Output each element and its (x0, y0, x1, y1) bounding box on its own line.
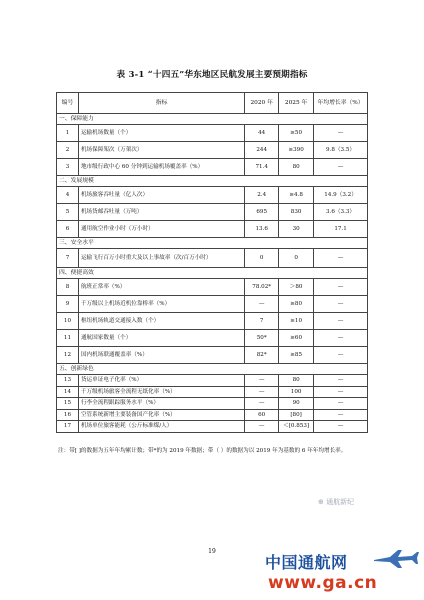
cell-num: 12 (57, 347, 79, 364)
cell-growth: — (314, 279, 368, 296)
header-2020: 2020 年 (245, 93, 279, 114)
cell-num: 10 (57, 313, 79, 330)
indicators-table (56, 92, 368, 433)
cell-2025: 80 (279, 375, 314, 387)
cell-2020: 2.4 (245, 187, 279, 204)
cell-indicator: 枢纽机场轨道交通接入数（个） (78, 313, 244, 330)
cell-2020: 60 (245, 409, 279, 421)
cell-2020: — (245, 398, 279, 410)
cell-2020: 13.6 (245, 221, 279, 238)
cell-growth: — (314, 159, 368, 176)
cell-indicator: 通航国家数量（个） (78, 330, 244, 347)
cell-num: 3 (57, 159, 79, 176)
cell-indicator: 运输飞行百万小时重大及以上事故率（次/百万小时） (78, 249, 244, 268)
cell-growth: — (314, 375, 368, 387)
table-row (57, 249, 368, 268)
section-row (57, 238, 368, 249)
cell-2020: 244 (245, 142, 279, 159)
header-growth: 年均增长率（%） (314, 93, 368, 114)
cell-2025: 80 (279, 159, 314, 176)
cell-indicator: 航班正常率（%） (78, 279, 244, 296)
header-num: 编号 (57, 93, 79, 114)
cell-indicator: 机场旅客吞吐量（亿人次） (78, 187, 244, 204)
cell-growth: — (314, 330, 368, 347)
cell-2025: ≥85 (279, 347, 314, 364)
airplane-icon (372, 548, 420, 574)
cell-num: 7 (57, 249, 79, 268)
cell-num: 8 (57, 279, 79, 296)
section-label: 二、发展规模 (57, 176, 368, 187)
cell-2020: — (245, 296, 279, 313)
cell-indicator: 千万级机场旅客全流程无纸化率（%） (78, 386, 244, 398)
table-row (57, 125, 368, 142)
cell-2020: — (245, 386, 279, 398)
cell-indicator: 通用航空作业小时（万小时） (78, 221, 244, 238)
cell-2025: 90 (279, 398, 314, 410)
section-row (57, 364, 368, 375)
logo-url: www.ga.cn (268, 573, 378, 593)
cell-2020: 82* (245, 347, 279, 364)
cell-2020: 0 (245, 249, 279, 268)
table-row (57, 296, 368, 313)
cell-2025: ≥4.8 (279, 187, 314, 204)
cell-2020: 71.4 (245, 159, 279, 176)
cell-growth: — (314, 421, 368, 433)
cell-2025: ≥50 (279, 125, 314, 142)
cell-num: 14 (57, 386, 79, 398)
cell-2025: ＞80 (279, 279, 314, 296)
section-label: 一、保障能力 (57, 114, 368, 125)
cell-indicator: 行李全流程跟踪服务水平（%） (78, 398, 244, 410)
cell-indicator: 机场单位旅客能耗（公斤标准煤/人） (78, 421, 244, 433)
cell-num: 1 (57, 125, 79, 142)
cell-growth: — (314, 398, 368, 410)
cell-num: 17 (57, 421, 79, 433)
table-row (57, 313, 368, 330)
cell-2025: ≥10 (279, 313, 314, 330)
table-row (57, 221, 368, 238)
header-indicator: 指标 (78, 93, 244, 114)
section-label: 五、创新绿色 (57, 364, 368, 375)
cell-num: 13 (57, 375, 79, 387)
cell-indicator: 运输机场数量（个） (78, 125, 244, 142)
cell-growth: 17.1 (314, 221, 368, 238)
cell-indicator: 国内机场联通覆盖率（%） (78, 347, 244, 364)
table-row (57, 409, 368, 421)
cell-indicator: 机场保障架次（万架次） (78, 142, 244, 159)
cell-growth: 14.9（3.2） (314, 187, 368, 204)
table-row (57, 386, 368, 398)
table-row (57, 187, 368, 204)
table-row (57, 159, 368, 176)
table-title: 表 3-1 “十四五”华东地区民航发展主要预期指标 (116, 70, 308, 80)
cell-num: 2 (57, 142, 79, 159)
table-row (57, 375, 368, 387)
table-row (57, 421, 368, 433)
cell-num: 4 (57, 187, 79, 204)
section-label: 四、便捷高效 (57, 268, 368, 279)
cell-2020: — (245, 421, 279, 433)
cell-indicator: 空管系统新增主要装备国产化率（%） (78, 409, 244, 421)
cell-indicator: 机场货邮吞吐量（万吨） (78, 204, 244, 221)
cell-growth: — (314, 347, 368, 364)
table-row (57, 398, 368, 410)
cell-2025: 100 (279, 386, 314, 398)
section-label: 三、安全水平 (57, 238, 368, 249)
cell-num: 16 (57, 409, 79, 421)
section-row (57, 176, 368, 187)
cell-2020: — (245, 375, 279, 387)
cell-2020: 695 (245, 204, 279, 221)
cell-indicator: 地市级行政中心 60 分钟到运输机场覆盖率（%） (78, 159, 244, 176)
cell-2020: 50* (245, 330, 279, 347)
table-header-row (57, 93, 368, 114)
watermark: ⊕ 通航新纪 (318, 498, 355, 506)
cell-growth: — (314, 409, 368, 421)
cell-growth: — (314, 125, 368, 142)
cell-2020: 7 (245, 313, 279, 330)
page-number: 19 (208, 548, 216, 555)
cell-growth: — (314, 249, 368, 268)
cell-growth: 9.8（3.5） (314, 142, 368, 159)
cell-num: 15 (57, 398, 79, 410)
cell-2025: 30 (279, 221, 314, 238)
cell-num: 9 (57, 296, 79, 313)
cell-num: 6 (57, 221, 79, 238)
table-row (57, 330, 368, 347)
cell-2020: 44 (245, 125, 279, 142)
table-row (57, 347, 368, 364)
section-row (57, 114, 368, 125)
header-2025: 2025 年 (279, 93, 314, 114)
cell-2025: ≥60 (279, 330, 314, 347)
cell-2025: 0 (279, 249, 314, 268)
table-footnote: 注：带[ ]的数据为五年年均累计数；带*的为 2019 年数据；带（ ）的数据为以 2019 年为基数的 6 年年均增长率。 (58, 448, 347, 454)
cell-num: 11 (57, 330, 79, 347)
logo-name: 中国通航网 (265, 553, 348, 572)
cell-2025: ＜[0.853] (279, 421, 314, 433)
cell-growth: — (314, 386, 368, 398)
table-row (57, 204, 368, 221)
cell-num: 5 (57, 204, 79, 221)
cell-2025: [80] (279, 409, 314, 421)
cell-2020: 78.02* (245, 279, 279, 296)
cell-growth: — (314, 313, 368, 330)
cell-indicator: 货运单证电子化率（%） (78, 375, 244, 387)
section-row (57, 268, 368, 279)
table-row (57, 279, 368, 296)
cell-growth: — (314, 296, 368, 313)
cell-2025: 830 (279, 204, 314, 221)
cell-growth: 3.6（3.3） (314, 204, 368, 221)
table-row (57, 142, 368, 159)
cell-2025: ≥390 (279, 142, 314, 159)
cell-2025: ≥80 (279, 296, 314, 313)
cell-indicator: 千万级以上机场近机位靠桥率（%） (78, 296, 244, 313)
